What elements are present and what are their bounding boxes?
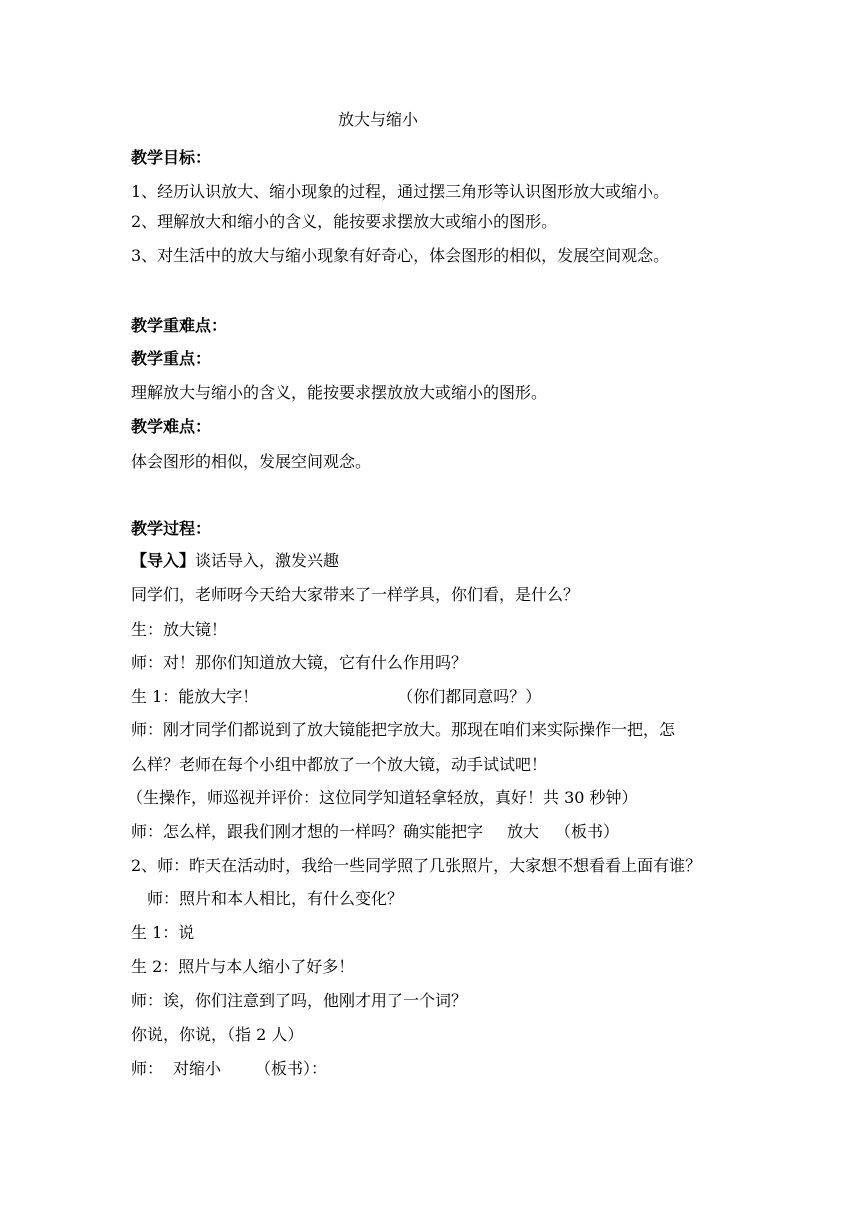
intro-line: [131, 551, 339, 571]
process-line-5: 师：刚才同学们都说到了放大镜能把字放大。那现在咱们来实际操作一把，怎: [131, 720, 676, 739]
process-line-8: [131, 822, 619, 842]
process-line-12: 生 2：照片与本人缩小了好多！: [131, 957, 355, 976]
process-line-11: 生 1：说: [131, 923, 195, 942]
objectives-heading: 教学目标：: [131, 148, 212, 167]
process-line-15: [131, 1059, 327, 1079]
board-note: （板书）: [555, 822, 620, 841]
process-heading: 教学过程：: [131, 519, 212, 538]
process-line-10: 师：照片和本人相比，有什么变化？: [147, 889, 404, 908]
intro-bracket: 【导入】: [131, 551, 196, 570]
objective-item-2: 2、理解放大和缩小的含义，能按要求摆放大或缩小的图形。: [131, 212, 558, 231]
document-title: 放大与缩小: [338, 110, 419, 129]
key-difficult-heading: 教学重难点：: [131, 316, 228, 335]
process-line-7: （生操作，师巡视并评价：这位同学知道轻拿轻放，真好！共 30 秒钟）: [127, 788, 638, 807]
process-line-14: 你说，你说，（指 2 人）: [131, 1025, 304, 1044]
intro-text: 谈话导入，激发兴趣: [195, 551, 340, 570]
key-point-text: 理解放大与缩小的含义，能按要求摆放放大或缩小的图形。: [131, 383, 548, 402]
board-word-shrink: 对缩小: [173, 1059, 222, 1078]
difficult-point-heading: 教学难点：: [131, 417, 212, 436]
teacher-question: 师：怎么样，跟我们刚才想的一样吗？确实能把字: [131, 822, 484, 841]
process-line-3: 师：对！那你们知道放大镜，它有什么作用吗？: [131, 653, 468, 672]
process-line-4: [131, 687, 541, 707]
student-answer-1: 生 1：能放大字！: [131, 687, 259, 706]
objective-item-1: 1、经历认识放大、缩小现象的过程，通过摆三角形等认识图形放大或缩小。: [131, 182, 670, 201]
board-note-2: （板书）：: [255, 1059, 328, 1078]
process-line-6: 么样？老师在每个小组中都放了一个放大镜，动手试试吧！: [131, 755, 548, 774]
teacher-aside: （你们都同意吗？）: [397, 687, 542, 706]
process-line-9: 2、师：昨天在活动时，我给一些同学照了几张照片，大家想不想看看上面有谁？: [131, 856, 702, 875]
process-line-1: 同学们，老师呀今天给大家带来了一样学具，你们看，是什么？: [131, 585, 580, 604]
process-line-2: 生：放大镜！: [131, 620, 228, 639]
difficult-point-text: 体会图形的相似，发展空间观念。: [131, 452, 372, 471]
key-point-heading: 教学重点：: [131, 349, 212, 368]
board-word-enlarge: 放大: [507, 822, 540, 841]
objective-item-3: 3、对生活中的放大与缩小现象有好奇心，体会图形的相似，发展空间观念。: [131, 246, 670, 265]
process-line-13: 师：诶，你们注意到了吗，他刚才用了一个词？: [131, 991, 468, 1010]
teacher-label: 师：: [131, 1059, 164, 1078]
